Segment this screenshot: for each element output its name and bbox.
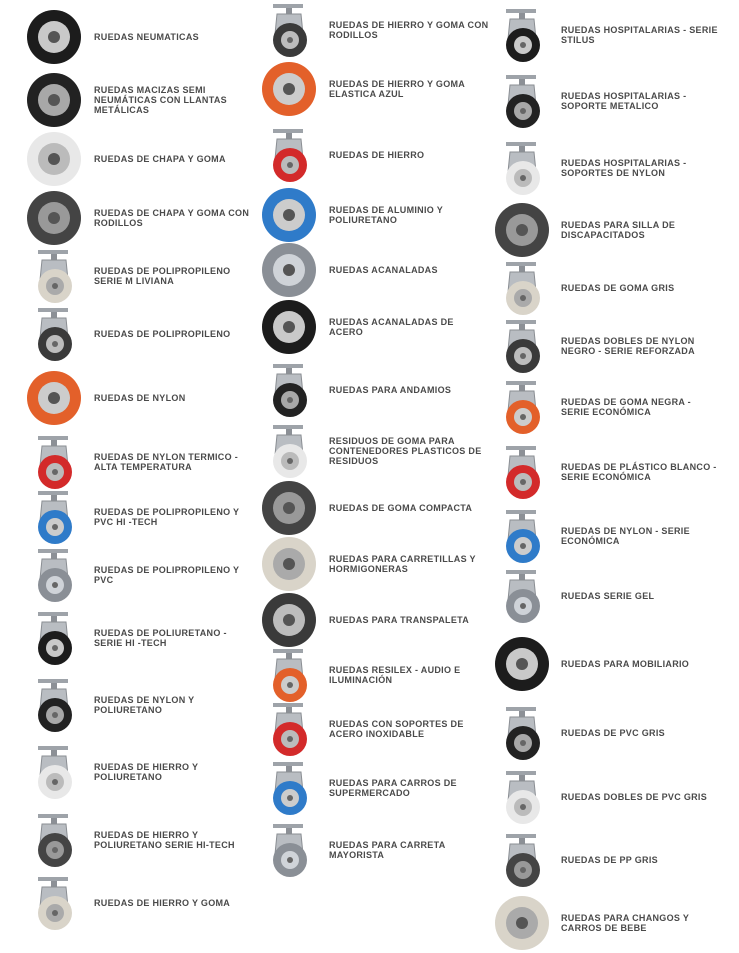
catalog-item-label[interactable]: RUEDAS HOSPITALARIAS - SERIE STILUS: [561, 25, 718, 45]
compact-rubber-wheel-icon[interactable]: [257, 478, 321, 538]
catalog-item[interactable]: [257, 478, 489, 538]
catalog-item[interactable]: [22, 873, 254, 933]
catalog-item[interactable]: [22, 304, 254, 364]
catalog-item-label[interactable]: RUEDAS DOBLES DE PVC GRIS: [561, 792, 708, 802]
caster-icon[interactable]: [22, 545, 86, 605]
caster-icon[interactable]: [490, 703, 554, 763]
catalog-item-label[interactable]: RUEDAS MACIZAS SEMI NEUMÁTICAS CON LLANTAS METÁLICAS: [94, 85, 227, 115]
caster-icon[interactable]: [22, 675, 86, 735]
caster-icon[interactable]: [490, 506, 554, 566]
catalog-item-label[interactable]: RUEDAS PARA CARRETILLAS Y HORMIGONERAS: [329, 554, 476, 574]
catalog-item[interactable]: [22, 70, 254, 130]
catalog-item-label[interactable]: RUEDAS PARA ANDAMIOS: [329, 385, 452, 395]
caster-icon[interactable]: [490, 258, 554, 318]
blue-wheel-icon[interactable]: [257, 59, 321, 119]
pneumatic-wheel-icon[interactable]: [22, 7, 86, 67]
caster-icon[interactable]: [22, 246, 86, 306]
catalog-item[interactable]: [257, 534, 489, 594]
catalog-item[interactable]: [490, 5, 721, 65]
catalog-item-label[interactable]: RUEDAS DE CHAPA Y GOMA: [94, 154, 226, 164]
catalog-item[interactable]: [22, 188, 254, 248]
catalog-item-label[interactable]: RUEDAS CON SOPORTES DE ACERO INOXIDABLE: [329, 719, 464, 739]
caster-icon[interactable]: [257, 0, 321, 60]
catalog-item[interactable]: [22, 7, 254, 67]
catalog-item-label[interactable]: RUEDAS PARA MOBILIARIO: [561, 659, 690, 669]
catalog-item-label[interactable]: RUEDAS ACANALADAS: [329, 265, 438, 275]
caster-icon[interactable]: [490, 138, 554, 198]
caster-icon[interactable]: [490, 316, 554, 376]
caster-icon[interactable]: [257, 360, 321, 420]
steel-rubber-wheel-icon[interactable]: [22, 129, 86, 189]
catalog-item[interactable]: [257, 59, 489, 119]
catalog-item-label[interactable]: RUEDAS DE GOMA NEGRA - SERIE ECONÓMICA: [561, 397, 691, 417]
catalog-item-label[interactable]: RUEDAS PARA CHANGOS Y CARROS DE BEBE: [561, 913, 689, 933]
catalog-item[interactable]: [257, 699, 489, 759]
aluminum-wheel-icon[interactable]: [257, 185, 321, 245]
caster-icon[interactable]: [257, 421, 321, 481]
caster-icon[interactable]: [257, 645, 321, 705]
catalog-item-label[interactable]: RUEDAS DE PVC GRIS: [561, 728, 665, 738]
catalog-item[interactable]: [257, 185, 489, 245]
caster-icon[interactable]: [22, 810, 86, 870]
catalog-item-label[interactable]: RUEDAS DE POLIPROPILENO: [94, 329, 231, 339]
catalog-item[interactable]: [22, 810, 254, 870]
catalog-item[interactable]: [490, 258, 721, 318]
catalog-item[interactable]: [22, 608, 254, 668]
caster-icon[interactable]: [490, 566, 554, 626]
catalog-item-label[interactable]: RUEDAS PARA CARROS DE SUPERMERCADO: [329, 778, 457, 798]
catalog-item-label[interactable]: RUEDAS ACANALADAS DE ACERO: [329, 317, 454, 337]
catalog-item-label[interactable]: RUEDAS DE NYLON Y POLIURETANO: [94, 695, 195, 715]
wheelbarrow-wheel-icon[interactable]: [257, 534, 321, 594]
catalog-item-label[interactable]: RUEDAS DE GOMA COMPACTA: [329, 503, 473, 513]
catalog-item[interactable]: [490, 442, 721, 502]
catalog-item[interactable]: [22, 742, 254, 802]
catalog-item[interactable]: [490, 200, 721, 260]
catalog-item-label[interactable]: RUEDAS DE POLIPROPILENO Y PVC: [94, 565, 240, 585]
catalog-item[interactable]: [257, 820, 489, 880]
steel-grooved-wheel-icon[interactable]: [257, 297, 321, 357]
catalog-item[interactable]: [22, 432, 254, 492]
catalog-item-label[interactable]: RUEDAS DOBLES DE NYLON NEGRO - SERIE REFORZADA: [561, 336, 695, 356]
catalog-item-label[interactable]: RUEDAS DE PP GRIS: [561, 855, 658, 865]
catalog-item-label[interactable]: RUEDAS HOSPITALARIAS - SOPORTE METALICO: [561, 91, 687, 111]
caster-icon[interactable]: [490, 830, 554, 890]
steel-rubber-roller-wheel-icon[interactable]: [22, 188, 86, 248]
catalog-item[interactable]: [490, 893, 721, 953]
catalog-item[interactable]: [490, 566, 721, 626]
catalog-item[interactable]: [257, 125, 489, 185]
catalog-item[interactable]: [257, 240, 489, 300]
catalog-item[interactable]: [257, 645, 489, 705]
catalog-item[interactable]: [490, 767, 721, 827]
wheelchair-wheel-icon[interactable]: [490, 200, 554, 260]
catalog-item-label[interactable]: RUEDAS DE NYLON: [94, 393, 186, 403]
catalog-item[interactable]: [22, 246, 254, 306]
caster-icon[interactable]: [490, 442, 554, 502]
caster-icon[interactable]: [257, 758, 321, 818]
catalog-item-label[interactable]: RUEDAS DE CHAPA Y GOMA CON RODILLOS: [94, 208, 250, 228]
catalog-item-label[interactable]: RUEDAS DE NYLON TERMICO - ALTA TEMPERATURA: [94, 452, 239, 472]
catalog-item-label[interactable]: RUEDAS NEUMATICAS: [94, 32, 199, 42]
catalog-item-label[interactable]: RESIDUOS DE GOMA PARA CONTENEDORES PLASTICOS DE RESIDUOS: [329, 436, 482, 466]
solid-wheel-icon[interactable]: [22, 70, 86, 130]
catalog-item[interactable]: [22, 675, 254, 735]
caster-icon[interactable]: [22, 608, 86, 668]
catalog-item[interactable]: [490, 634, 721, 694]
caster-icon[interactable]: [22, 432, 86, 492]
catalog-item-label[interactable]: RUEDAS DE HIERRO Y GOMA: [94, 898, 231, 908]
caster-icon[interactable]: [22, 304, 86, 364]
catalog-item-label[interactable]: RUEDAS SERIE GEL: [561, 591, 655, 601]
catalog-item-label[interactable]: RUEDAS DE POLIPROPILENO SERIE M LIVIANA: [94, 266, 231, 286]
grooved-wheel-icon[interactable]: [257, 240, 321, 300]
catalog-item[interactable]: [490, 830, 721, 890]
catalog-item-label[interactable]: RUEDAS DE HIERRO Y GOMA CON RODILLOS: [329, 20, 489, 40]
catalog-item-label[interactable]: RUEDAS DE GOMA GRIS: [561, 283, 675, 293]
catalog-item-label[interactable]: RUEDAS RESILEX - AUDIO E ILUMINACIÓN: [329, 665, 461, 685]
caster-icon[interactable]: [257, 699, 321, 759]
furniture-wheel-icon[interactable]: [490, 634, 554, 694]
catalog-item[interactable]: [490, 703, 721, 763]
catalog-item[interactable]: [257, 590, 489, 650]
catalog-item[interactable]: [490, 506, 721, 566]
catalog-item-label[interactable]: RUEDAS DE POLIPROPILENO Y PVC HI -TECH: [94, 507, 240, 527]
catalog-item[interactable]: [490, 377, 721, 437]
catalog-item-label[interactable]: RUEDAS HOSPITALARIAS - SOPORTES DE NYLON: [561, 158, 687, 178]
catalog-item[interactable]: [257, 297, 489, 357]
catalog-item-label[interactable]: RUEDAS PARA SILLA DE DISCAPACITADOS: [561, 220, 676, 240]
catalog-item-label[interactable]: RUEDAS PARA CARRETA MAYORISTA: [329, 840, 446, 860]
caster-icon[interactable]: [257, 125, 321, 185]
catalog-item-label[interactable]: RUEDAS DE PLÁSTICO BLANCO - SERIE ECONÓMICA: [561, 462, 717, 482]
pallet-wheel-icon[interactable]: [257, 590, 321, 650]
catalog-item[interactable]: [22, 368, 254, 428]
catalog-item[interactable]: [490, 316, 721, 376]
catalog-item[interactable]: [22, 129, 254, 189]
catalog-item-label[interactable]: RUEDAS DE HIERRO Y GOMA ELASTICA AZUL: [329, 79, 465, 99]
catalog-item[interactable]: [490, 71, 721, 131]
catalog-item-label[interactable]: RUEDAS DE HIERRO: [329, 150, 425, 160]
catalog-item-label[interactable]: RUEDAS DE NYLON - SERIE ECONÓMICA: [561, 526, 690, 546]
catalog-item[interactable]: [22, 545, 254, 605]
catalog-item[interactable]: [490, 138, 721, 198]
caster-icon[interactable]: [490, 767, 554, 827]
stroller-wheel-icon[interactable]: [490, 893, 554, 953]
catalog-item-label[interactable]: RUEDAS PARA TRANSPALETA: [329, 615, 470, 625]
catalog-item-label[interactable]: RUEDAS DE HIERRO Y POLIURETANO SERIE HI-TECH: [94, 830, 235, 850]
catalog-item[interactable]: [257, 360, 489, 420]
caster-icon[interactable]: [490, 71, 554, 131]
caster-icon[interactable]: [22, 487, 86, 547]
catalog-item[interactable]: [257, 421, 489, 481]
catalog-item-label[interactable]: RUEDAS DE ALUMINIO Y POLIURETANO: [329, 205, 443, 225]
catalog-item-label[interactable]: RUEDAS DE POLIURETANO - SERIE HI -TECH: [94, 628, 227, 648]
catalog-item[interactable]: [257, 758, 489, 818]
catalog-item[interactable]: [22, 487, 254, 547]
caster-icon[interactable]: [22, 742, 86, 802]
catalog-item-label[interactable]: RUEDAS DE HIERRO Y POLIURETANO: [94, 762, 199, 782]
caster-icon[interactable]: [22, 873, 86, 933]
caster-icon[interactable]: [490, 377, 554, 437]
nylon-wheel-icon[interactable]: [22, 368, 86, 428]
catalog-item[interactable]: [257, 0, 489, 60]
caster-icon[interactable]: [257, 820, 321, 880]
caster-icon[interactable]: [490, 5, 554, 65]
